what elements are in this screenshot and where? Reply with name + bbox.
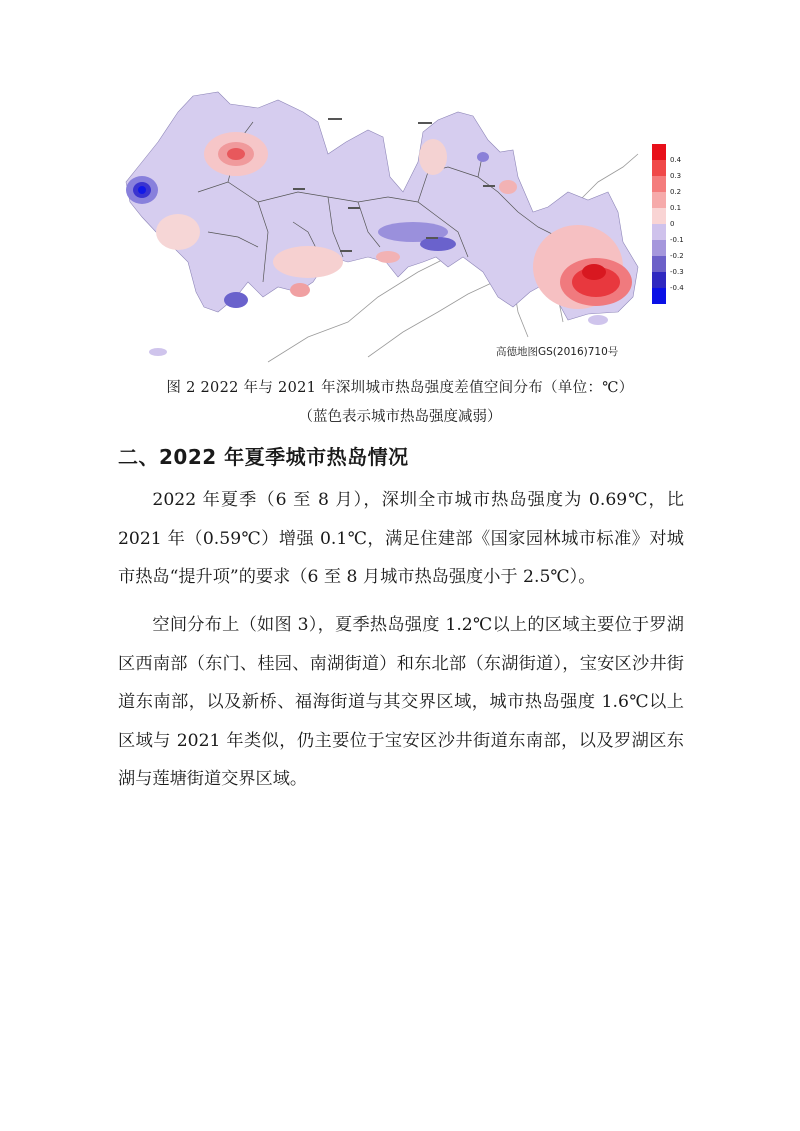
legend-tick-label: 0.3 <box>670 171 682 180</box>
legend-swatch <box>652 272 666 288</box>
figure-caption: 图 2 2022 年与 2021 年深圳城市热岛强度差值空间分布（单位：℃） <box>166 380 634 396</box>
legend-swatch <box>652 256 666 272</box>
section-heading: 二、2022 年夏季城市热岛情况 <box>118 445 409 469</box>
legend-tick-label: 0.4 <box>670 155 682 164</box>
legend-tick-label: -0.2 <box>670 251 684 260</box>
color-legend <box>652 144 692 304</box>
legend-swatch <box>652 160 666 176</box>
legend-swatch <box>652 240 666 256</box>
legend-tick-label: -0.1 <box>670 235 684 244</box>
legend-tick-label: -0.4 <box>670 283 684 292</box>
legend-tick-label: 0.1 <box>670 203 682 212</box>
paragraph-spatial-distribution: 空间分布上（如图 3），夏季热岛强度 1.2℃以上的区域主要位于罗湖区西南部（东门、桂园、南湖街道）和东北部（东湖街道），宝安区沙井街道东南部，以及新桥、福海街道与其交界区域，城市热岛强度 1.6℃以上区域与 2021 年类似，仍主要位于宝安区沙井街道东南部，以及罗湖区东湖与莲塘街道交界区域。 <box>118 615 684 790</box>
legend-tick-label: 0 <box>670 219 675 228</box>
legend-tick-label: -0.3 <box>670 267 684 276</box>
legend-tick-label: 0.2 <box>670 187 682 196</box>
legend-swatch <box>652 144 666 160</box>
map-graphic <box>118 82 648 364</box>
island-east <box>588 315 608 325</box>
legend-color-bar <box>652 144 666 304</box>
legend-swatch <box>652 288 666 304</box>
figure-caption-note: （蓝色表示城市热岛强度减弱） <box>298 409 502 425</box>
paragraph-summary: 2022 年夏季（6 至 8 月），深圳全市城市热岛强度为 0.69℃，比 2021 年（0.59℃）增强 0.1℃，满足住建部《国家园林城市标准》对城市热岛“提升项”的要求（6 至 8 月城市热岛强度小于 2.5℃）。 <box>118 490 684 588</box>
heat-island-difference-map <box>118 82 648 364</box>
legend-swatch <box>652 208 666 224</box>
legend-swatch <box>652 176 666 192</box>
island-west <box>149 348 167 356</box>
map-credit: 高德地图GS(2016)710号 <box>496 346 619 358</box>
legend-swatch <box>652 192 666 208</box>
legend-swatch <box>652 224 666 240</box>
